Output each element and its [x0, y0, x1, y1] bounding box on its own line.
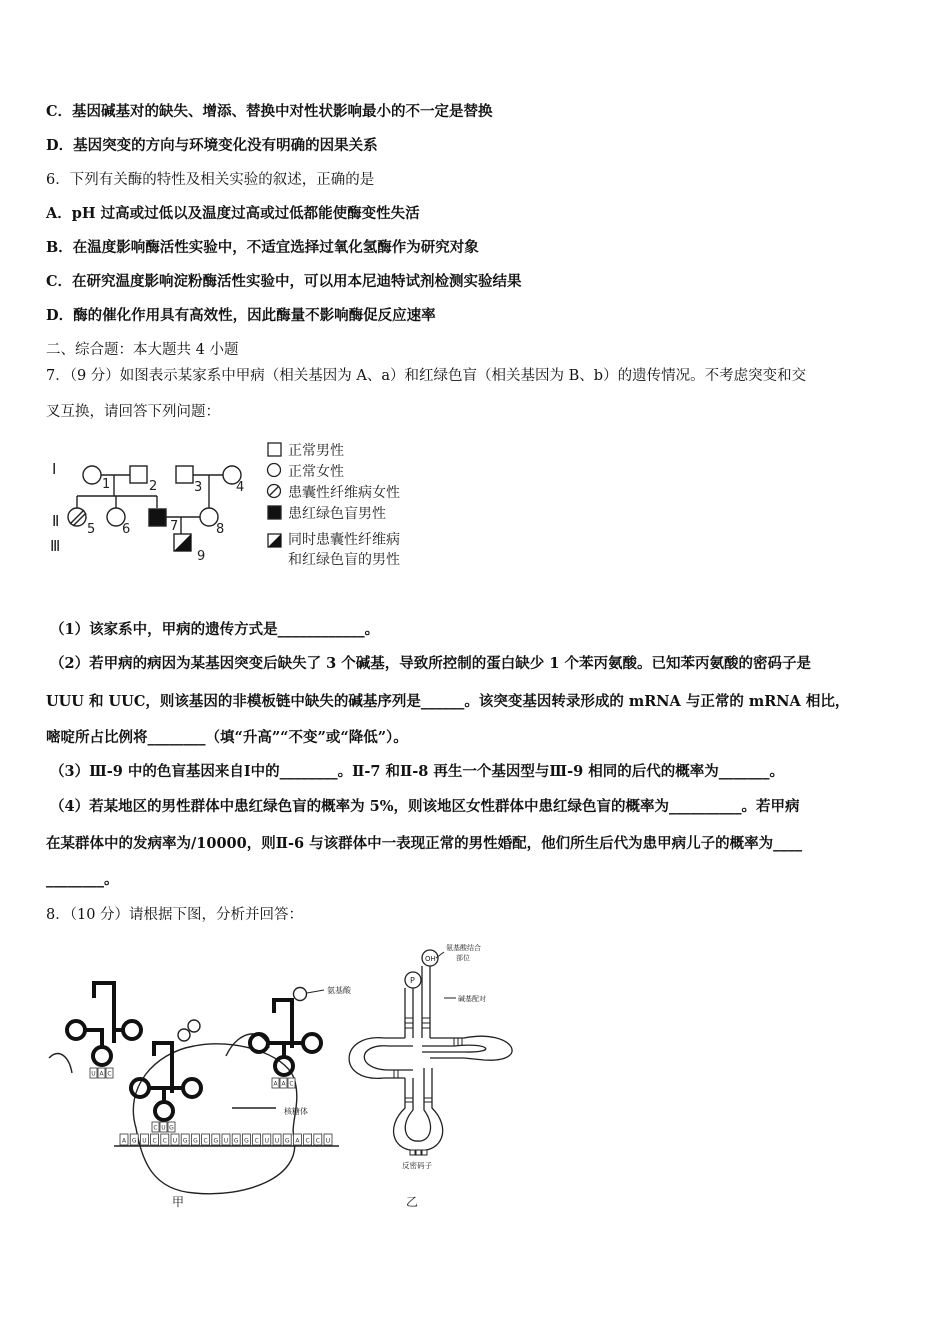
mrna-base-letter: C [203, 1137, 208, 1145]
legend-normal-female-icon [268, 464, 281, 477]
mrna-base-letter: U [142, 1137, 147, 1145]
anticodon-left [90, 1068, 113, 1078]
amino-acid-right [294, 988, 307, 1001]
mrna-base-letter: G [193, 1137, 198, 1145]
mrna-base-letter: G [182, 1137, 188, 1145]
anticodon-left-letter: C [107, 1070, 112, 1078]
mrna-base-letter: C [152, 1137, 157, 1145]
translation-figure [44, 938, 534, 1218]
q7-part4-2: 在某群体中的发病率为/10000，则Ⅱ-6 与该群体中一表现正常的男性婚配，他们所生后代为患甲病儿子的概率为____ [46, 835, 803, 852]
anticodon-left-letter: U [91, 1070, 96, 1078]
q7-part1: （1）该家系中，甲病的遗传方式是____________。 [50, 621, 380, 638]
label-ribosome: 核糖体 [284, 1107, 308, 1116]
individual-7 [149, 509, 166, 526]
legend-normal-male-icon [268, 443, 281, 456]
mrna-base-letter: G [244, 1137, 249, 1145]
section-heading: 二、综合题：本大题共 4 小题 [46, 342, 239, 358]
legend-colorblind-male-icon [268, 506, 281, 519]
individual-3 [176, 466, 193, 483]
label-6: 6 [122, 522, 131, 537]
q7-part2-3: 嘧啶所占比例将________（填“升高”“不变”或“降低”）。 [46, 729, 408, 746]
q5-option-d: D．基因突变的方向与环境变化没有明确的因果关系 [46, 137, 378, 154]
mrna-base-letter: G [131, 1137, 137, 1145]
mrna-base-letter: G [233, 1137, 239, 1145]
mrna-base-letter: U [223, 1137, 229, 1145]
individual-2 [130, 466, 147, 483]
q6-stem: 6．下列有关酶的特性及相关实验的叙述，正确的是 [46, 172, 375, 188]
label-anticodon: 反密码子 [402, 1161, 432, 1170]
q7-part2-2: UUU 和 UUC，则该基因的非模板链中缺失的碱基序列是______。该突变基因转录形成的 mRNA 与正常的 mRNA 相比， [46, 693, 850, 710]
label-1: 1 [102, 477, 111, 492]
trna-right [250, 1000, 321, 1075]
mrna-base-letter: U [325, 1137, 331, 1145]
q6-option-d: D．酶的催化作用具有高效性，因此酶量不影响酶促反应速率 [46, 307, 436, 324]
anticodon-right-letter: A [281, 1080, 286, 1088]
gen-label-I: Ⅰ [52, 460, 57, 478]
label-binding-site-2: 部位 [456, 954, 470, 962]
q7-stem-2: 叉互换，请回答下列问题： [46, 404, 220, 420]
mrna-base-letter: A [121, 1137, 127, 1145]
legend-text-1: 正常男性 [288, 443, 344, 459]
q6-option-b: B．在温度影响酶活性实验中，不适宜选择过氧化氢酶作为研究对象 [46, 239, 479, 256]
q8-stem: 8．（10 分）请根据下图，分析并回答： [46, 907, 304, 923]
label-8: 8 [216, 522, 225, 537]
label-jia: 甲 [172, 1195, 185, 1209]
label-p: P [410, 976, 415, 985]
legend-text-5: 同时患囊性纤维病 [288, 532, 400, 548]
mrna-base-letter: A [295, 1137, 300, 1145]
translation-svg [44, 938, 534, 1218]
amino-acid-middle-2 [188, 1020, 200, 1032]
mrna-base-letter: C [305, 1137, 310, 1145]
label-oh: OH [425, 955, 436, 963]
q7-stem-1: 7．（9 分）如图表示某家系中甲病（相关基因为 A、a）和红绿色盲（相关基因为 B、b）的遗传情况。不考虑突变和交 [46, 368, 807, 384]
mrna-base-letter: U [274, 1137, 280, 1145]
label-4: 4 [236, 480, 245, 495]
legend-text-6: 和红绿色盲的男性 [288, 552, 400, 568]
legend-text-4: 患红绿色盲男性 [288, 506, 386, 522]
mrna-base-letter: U [172, 1137, 178, 1145]
q7-part3: （3）Ⅲ-9 中的色盲基因来自Ⅰ中的________。Ⅱ-7 和Ⅱ-8 再生一个基因型与Ⅲ-9 相同的后代的概率为_______。 [50, 763, 784, 780]
q6-option-c: C．在研究温度影响淀粉酶活性实验中，可以用本尼迪特试剂检测实验结果 [46, 273, 522, 290]
q5-option-c: C．基因碱基对的缺失、增添、替换中对性状影响最小的不一定是替换 [46, 103, 493, 120]
gen-label-III: Ⅲ [50, 537, 61, 555]
legend-text-2: 正常女性 [288, 464, 344, 480]
anticodon-left-letter: A [99, 1070, 104, 1078]
label-5: 5 [87, 522, 96, 537]
label-yi: 乙 [406, 1195, 419, 1209]
q6-option-a: A．pH 过高或过低以及温度过高或过低都能使酶变性失活 [46, 205, 420, 222]
individual-1 [83, 466, 101, 484]
label-3: 3 [194, 480, 203, 495]
mrna-base-letter: G [213, 1137, 219, 1145]
label-amino-acid: 氨基酸 [327, 986, 351, 995]
label-7: 7 [170, 519, 179, 534]
mrna-base-letter: G [284, 1137, 290, 1145]
amino-acid-middle-1 [178, 1029, 190, 1041]
label-binding-site-1: 氨基酸结合 [446, 944, 481, 952]
anticodon-middle [152, 1122, 175, 1132]
pedigree-figure [44, 436, 444, 576]
label-base-pairing: 碱基配对 [458, 995, 486, 1003]
legend-text-3: 患囊性纤维病女性 [288, 485, 400, 501]
mrna-base-letter: C [162, 1137, 167, 1145]
cloverleaf-trna [349, 950, 512, 1150]
trna-left [67, 983, 141, 1065]
anticodon-middle-letter: U [161, 1124, 166, 1132]
anticodon-middle-letter: G [169, 1124, 174, 1132]
mrna-base-letter: C [315, 1137, 320, 1145]
q7-part4-3: ________。 [46, 871, 119, 888]
mrna-codons [120, 1134, 332, 1145]
label-2: 2 [149, 479, 158, 494]
q7-part2-1: （2）若甲病的病因为某基因突变后缺失了 3 个碱基，导致所控制的蛋白缺少 1 个苯丙氨酸。已知苯丙氨酸的密码子是 [50, 655, 811, 672]
anticodon-right [272, 1078, 295, 1088]
anticodon-middle-letter: C [153, 1124, 158, 1132]
label-9: 9 [197, 549, 206, 564]
mrna-base-letter: U [264, 1137, 270, 1145]
anticodon-right-letter: C [289, 1080, 294, 1088]
pedigree-svg [44, 436, 444, 576]
anticodon-right-letter: A [273, 1080, 278, 1088]
q7-part4-1: （4）若某地区的男性群体中患红绿色盲的概率为 5%，则该地区女性群体中患红绿色盲的概率为__________。若甲病 [50, 798, 800, 815]
mrna-base-letter: C [254, 1137, 259, 1145]
gen-label-II: Ⅱ [52, 512, 60, 530]
